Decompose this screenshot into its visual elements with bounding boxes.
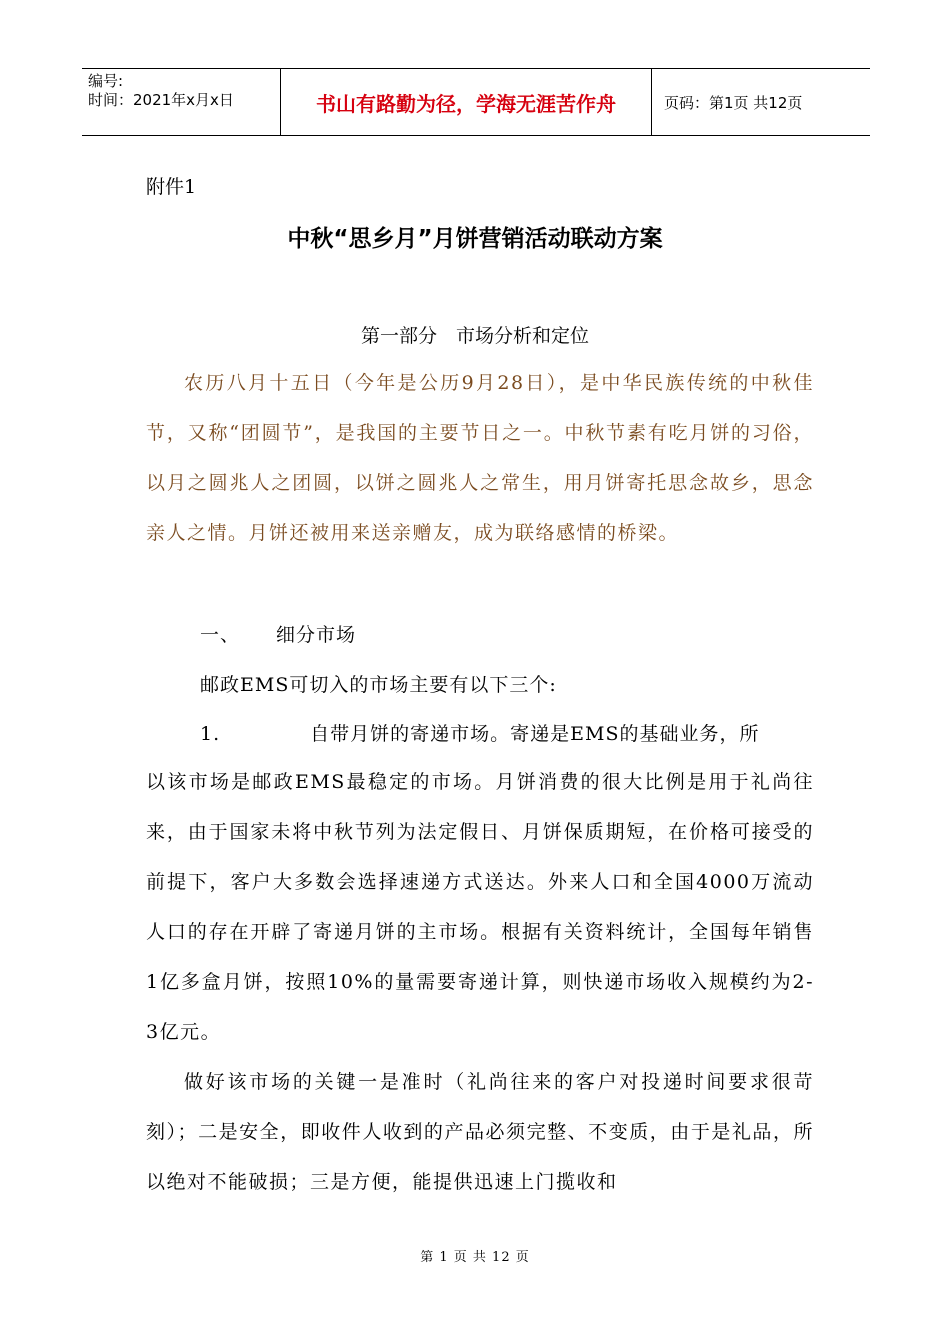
section-heading: 第一部分 市场分析和定位 (360, 325, 589, 347)
header-motto: 书山有路勤为径，学海无涯苦作舟 (280, 69, 652, 135)
subsection-title: 细分市场 (276, 624, 357, 646)
market-intro: 邮政EMS可切入的市场主要有以下三个: (200, 674, 557, 696)
item-1-body: 以该市场是邮政EMS最稳定的市场。月饼消费的很大比例是用于礼尚往来，由于国家未将中秋节列为法定假日、月饼保质期短，在价格可接受的前提下，客户大多数会选择速递方式送达。外来人口和全国4000万流动人口的存在开辟了寄递月饼的主市场。根据有关资料统计，全国每年销售1亿多盒月饼，按照10%的量需要寄递计算，则快递市场收入规模约为2-3亿元。 (146, 771, 814, 1043)
attachment-label: 附件1 (146, 176, 197, 198)
header-page-info: 页码：第1页 共12页 (664, 93, 803, 112)
item-1-heading (200, 719, 814, 746)
item-1-first-line: 自带月饼的寄递市场。寄递是EMS的基础业务，所 (310, 723, 760, 745)
subsection-number: 一、 (200, 624, 241, 646)
page-footer: 第 1 页 共 12 页 (420, 1250, 530, 1265)
subsection-heading (200, 620, 356, 647)
key-paragraph: 做好该市场的关键一是准时（礼尚往来的客户对投递时间要求很苛刻）；二是安全，即收件人收到的产品必须完整、不变质，由于是礼品，所以绝对不能破损；三是方便，能提供迅速上门揽收和 (146, 1071, 814, 1193)
page-header (82, 68, 870, 136)
document-title: 中秋“思乡月”月饼营销活动联动方案 (287, 226, 663, 252)
item-1-number: 1. (200, 723, 221, 745)
intro-paragraph: 农历八月十五日（今年是公历9月28日），是中华民族传统的中秋佳节，又称“团圆节”，是我国的主要节日之一。中秋节素有吃月饼的习俗，以月之圆兆人之团圆，以饼之圆兆人之常生，用月饼寄托思念故乡，思念亲人之情。月饼还被用来送亲赠友，成为联络感情的桥梁。 (146, 372, 814, 544)
document-number-label: 编号: (88, 72, 124, 90)
document-date: 时间：2021年x月x日 (88, 91, 234, 109)
header-meta (82, 69, 280, 135)
